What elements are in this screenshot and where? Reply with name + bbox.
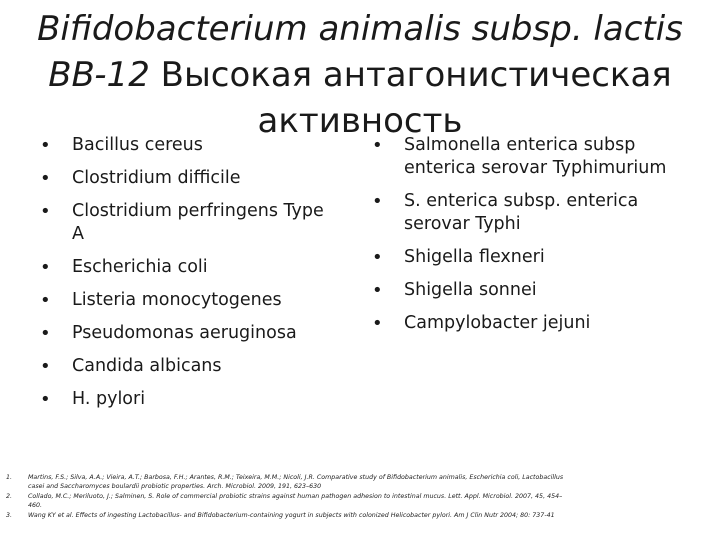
list-item bbox=[40, 200, 340, 246]
bullet-icon: • bbox=[40, 168, 51, 189]
list-item-text: Clostridium perfringens Type A bbox=[72, 201, 324, 244]
list-item bbox=[40, 388, 340, 411]
list-item-text: H. pylori bbox=[72, 389, 146, 409]
list-item-text: Escherichia coli bbox=[72, 257, 208, 277]
bullet-icon: • bbox=[40, 201, 51, 222]
list-item bbox=[40, 256, 340, 279]
list-item-text: Campylobacter jejuni bbox=[404, 313, 591, 333]
bullet-icon: • bbox=[372, 313, 383, 334]
list-item-text: Salmonella enterica subsp enterica serovar Typhimurium bbox=[404, 135, 667, 178]
reference-text: Martins, F.S.; Silva, A.A.; Vieira, A.T.; Barbosa, F.H.; Arantes, R.M.; Teixeira, M.M.; Nicoli, J.R. Comparative study of Bifidobacterium animalis, Escherichia coli, Lactobacillus casei and Saccharomyces boulardii probiotic properties. Arch. Microbiol. 2009, 191, 623–630 bbox=[28, 474, 564, 490]
reference-number: 2. bbox=[6, 492, 13, 500]
reference-item bbox=[6, 512, 566, 521]
reference-text: Collado, M.C.; Meriluoto, J.; Salminen, S. Role of commercial probiotic strains against human pathogen adhesion to intestinal mucus. Lett. Appl. Microbiol. 2007, 45, 454–460. bbox=[28, 492, 563, 509]
reference-number: 3. bbox=[6, 511, 13, 519]
bullet-icon: • bbox=[40, 323, 51, 344]
title-italic-part: Bifidobacterium animalis subsp. lactis BB-12 bbox=[37, 9, 683, 95]
references-list bbox=[6, 474, 566, 522]
bullet-icon: • bbox=[40, 135, 51, 156]
list-item-text: Bacillus cereus bbox=[72, 135, 203, 155]
list-item bbox=[40, 355, 340, 378]
list-item-text: Shigella flexneri bbox=[404, 247, 545, 267]
right-bullet-list bbox=[372, 134, 692, 345]
title-regular-part: Высокая антагонистическая активность bbox=[149, 55, 672, 141]
bullet-icon: • bbox=[372, 191, 383, 212]
bullet-icon: • bbox=[372, 135, 383, 156]
bullet-icon: • bbox=[40, 356, 51, 377]
list-item bbox=[40, 134, 340, 157]
list-item-text: Candida albicans bbox=[72, 356, 222, 376]
reference-item bbox=[6, 474, 566, 491]
bullet-icon: • bbox=[40, 290, 51, 311]
bullet-icon: • bbox=[372, 247, 383, 268]
reference-text: Wang KY et al. Effects of ingesting Lactobacillus- and Bifidobacterium-containing yogurt in subjects with colonized Helicobacter pylori. Am J Clin Nutr 2004; 80: 737-41 bbox=[28, 511, 555, 519]
list-item-text: S. enterica subsp. enterica serovar Typhi bbox=[404, 191, 639, 234]
bullet-icon: • bbox=[40, 257, 51, 278]
reference-item bbox=[6, 493, 566, 510]
list-item-text: Clostridium difficile bbox=[72, 168, 241, 188]
left-bullet-list bbox=[40, 134, 340, 421]
list-item-text: Pseudomonas aeruginosa bbox=[72, 323, 297, 343]
list-item bbox=[372, 246, 692, 269]
list-item bbox=[40, 167, 340, 190]
list-item bbox=[40, 322, 340, 345]
list-item bbox=[372, 279, 692, 302]
bullet-icon: • bbox=[40, 389, 51, 410]
list-item bbox=[372, 190, 692, 236]
list-item bbox=[40, 289, 340, 312]
bullet-icon: • bbox=[372, 280, 383, 301]
list-item bbox=[372, 134, 692, 180]
list-item-text: Shigella sonnei bbox=[404, 280, 537, 300]
list-item bbox=[372, 312, 692, 335]
list-item-text: Listeria monocytogenes bbox=[72, 290, 282, 310]
slide-title bbox=[20, 6, 700, 144]
reference-number: 1. bbox=[6, 474, 13, 481]
